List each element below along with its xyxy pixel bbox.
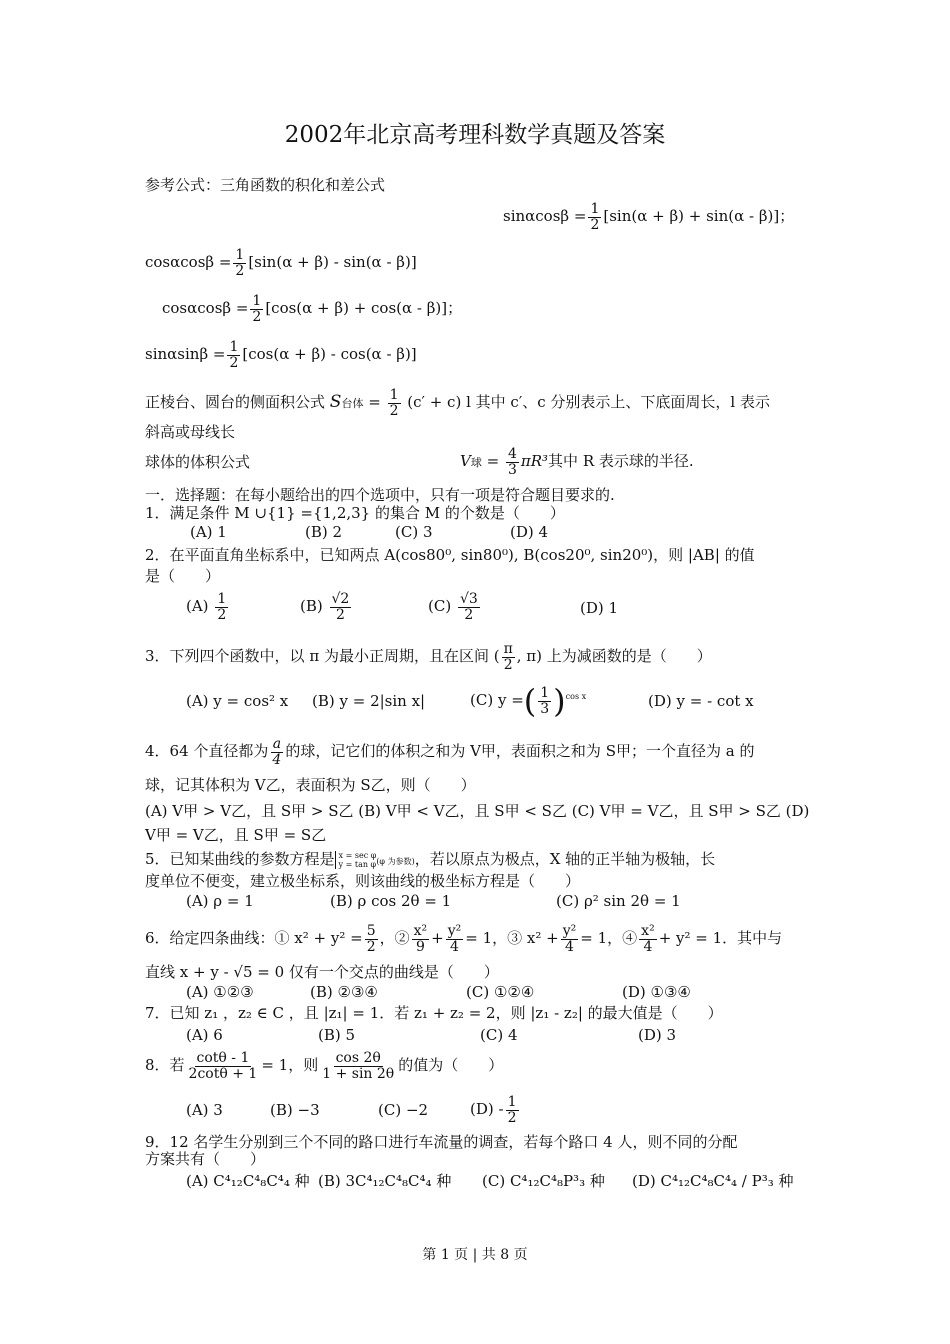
- curve-fraction: [639, 924, 657, 954]
- formula-rhs: [cos(α + β) - cos(α - β)]: [242, 345, 417, 363]
- q7-option-a: (A) 6: [186, 1026, 223, 1044]
- question-3: [145, 636, 712, 676]
- q5-option-c: (C) ρ² sin 2θ = 1: [556, 892, 681, 910]
- question-6-cont: 直线 x + y - √5 = 0 仅有一个交点的曲线是（ ）: [145, 963, 499, 981]
- fraction-denominator: 2: [217, 606, 227, 623]
- fraction-denominator: 4: [272, 751, 282, 768]
- fraction-denominator: 2: [507, 1109, 517, 1126]
- q2-option-d: (D) 1: [580, 599, 619, 617]
- fraction-denominator: 2: [335, 606, 345, 623]
- q9-option-d: (D) C⁴₁₂C⁴₈C⁴₄ / P³₃ 种: [632, 1172, 794, 1190]
- lateral-subscript: 台体: [341, 397, 364, 410]
- diameter-fraction: [270, 737, 283, 767]
- fraction-denominator: 2: [252, 308, 262, 325]
- formula-lhs: cosαcosβ =: [162, 299, 249, 317]
- lateral-text: 正棱台、圆台的侧面积公式: [145, 393, 326, 411]
- page-footer: 第 1 页 | 共 8 页: [422, 1247, 528, 1263]
- fraction-numerator: π: [503, 640, 513, 657]
- fraction-numerator: 5: [366, 922, 376, 939]
- fraction-denominator: 2cotθ + 1: [188, 1065, 258, 1082]
- fraction-denominator: 4: [643, 938, 653, 955]
- question-4: [145, 731, 754, 771]
- half-fraction: [233, 248, 246, 278]
- fraction-numerator: 1: [590, 200, 600, 217]
- fraction-numerator: 1: [507, 1093, 517, 1110]
- formula-sin-cos: [503, 196, 794, 236]
- sphere-formula: V球 = $\frac{4}{3}$ πR³其中 R 表示球的半径.: [460, 445, 694, 478]
- fraction-numerator: cos 2θ: [335, 1049, 381, 1066]
- formula-lhs: sinαsinβ =: [145, 345, 226, 363]
- option-fraction: [330, 592, 352, 622]
- fraction-denominator: 2: [503, 656, 513, 673]
- fraction-numerator: √3: [459, 590, 478, 607]
- sphere-expression: πR³: [520, 452, 549, 470]
- q6-option-c: (C) ①②④: [466, 983, 535, 1001]
- half-fraction: [588, 202, 601, 232]
- q7-option-c: (C) 4: [480, 1026, 518, 1044]
- fraction-denominator: 4: [565, 938, 574, 955]
- fraction-numerator: x²: [641, 922, 655, 939]
- fraction-numerator: 1: [389, 386, 399, 403]
- question-text: 的球，记它们的体积之和为 V甲，表面积之和为 S甲；一个直径为 a 的: [285, 742, 755, 760]
- question-text: 6．给定四条曲线：① x² + y² =: [145, 929, 363, 947]
- option-label: (D) -: [470, 1100, 504, 1118]
- sphere-text: 球体的体积公式: [145, 453, 251, 471]
- q7-option-b: (B) 5: [318, 1026, 356, 1044]
- q4-option-d: V甲 = V乙，且 S甲 = S乙: [145, 826, 327, 844]
- fraction-numerator: √2: [331, 590, 350, 607]
- fraction-denominator: 2: [235, 262, 245, 279]
- fraction-numerator: 1: [229, 338, 239, 355]
- q9-option-a: (A) C⁴₁₂C⁴₈C⁴₄ 种: [186, 1172, 310, 1190]
- q1-option-b: (B) 2: [305, 523, 343, 541]
- question-text: + y² = 1．其中与: [658, 929, 783, 947]
- fraction-numerator: 4: [507, 445, 517, 462]
- question-text: ，若以原点为极点，X 轴的正半轴为极轴，长: [414, 850, 716, 868]
- question-text: = 1，则: [261, 1056, 319, 1074]
- q5-option-b: (B) ρ cos 2θ = 1: [330, 892, 452, 910]
- sphere-subscript: 球: [470, 456, 482, 469]
- fraction-numerator: a: [272, 735, 282, 752]
- q6-option-b: (B) ②③④: [310, 983, 378, 1001]
- option-label: (A): [186, 597, 209, 615]
- curve-fraction: [365, 924, 378, 954]
- fraction-numerator: x²: [413, 922, 428, 939]
- question-9-cont: 方案共有（ ）: [145, 1150, 266, 1168]
- lateral-explanation-cont: 斜高或母线长: [145, 423, 236, 441]
- sphere-symbol: V: [460, 452, 471, 470]
- exponent: cos x: [565, 692, 587, 701]
- q3-option-d: (D) y = - cot x: [648, 692, 754, 710]
- param-equation-y: y = tan φ: [338, 860, 377, 869]
- option-label: (B): [300, 597, 323, 615]
- question-9: 9．12 名学生分别到三个不同的路口进行车流量的调查，若每个路口 4 人，则不同的分配: [145, 1133, 738, 1151]
- q2-option-a: [186, 586, 230, 626]
- question-8: [145, 1045, 503, 1085]
- question-text: = 1，③ x² +: [465, 929, 559, 947]
- question-text: 4．64 个直径都为: [145, 742, 269, 760]
- fraction-denominator: 4: [450, 938, 459, 955]
- q2-option-c: [428, 586, 482, 626]
- formula-rhs: [sin(α + β) - sin(α - β)]: [248, 253, 417, 271]
- question-text: = 1，④: [580, 929, 638, 947]
- fraction-numerator: 1: [252, 292, 262, 309]
- lateral-expression: (c′ + c) l: [407, 393, 471, 411]
- question-text: 5．已知某曲线的参数方程是: [145, 850, 335, 868]
- half-fraction: [388, 388, 401, 418]
- question-7: 7．已知 z₁ ，z₂ ∈ C ，且 |z₁| = 1．若 z₁ + z₂ = 2，则 |z₁ - z₂| 的最大值是（ ）: [145, 1004, 723, 1022]
- formula-header: 参考公式：三角函数的积化和差公式: [145, 176, 386, 194]
- question-text: ，②: [379, 929, 410, 947]
- formula-rhs: [cos(α + β) + cos(α - β)]；: [265, 299, 463, 317]
- formula-lhs: sinαcosβ =: [503, 207, 587, 225]
- q8-option-a: (A) 3: [186, 1101, 223, 1119]
- fraction-denominator: 2: [464, 606, 474, 623]
- q3-option-a: (A) y = cos² x: [186, 692, 289, 710]
- q8-option-b: (B) −3: [270, 1101, 320, 1119]
- fraction-numerator: 1: [540, 684, 550, 701]
- q6-option-a: (A) ①②③: [186, 983, 254, 1001]
- q1-option-c: (C) 3: [395, 523, 433, 541]
- target-fraction: [320, 1051, 396, 1081]
- half-fraction: [250, 294, 263, 324]
- parametric-system: [335, 851, 377, 869]
- q3-option-b: (B) y = 2|sin x|: [312, 692, 426, 710]
- condition-fraction: [187, 1051, 260, 1081]
- fraction-denominator: 1 + sin 2θ: [322, 1065, 395, 1082]
- option-label: (C): [428, 597, 452, 615]
- fraction-denominator: 2: [590, 216, 600, 233]
- q8-option-d: [470, 1089, 521, 1129]
- fraction-numerator: cotθ - 1: [196, 1049, 250, 1066]
- lateral-area-formula: 正棱台、圆台的侧面积公式 S台体 = $\frac{1}{2}$ (c′ + c) l 其中 c′、c 分别表示上、下底面周长，l 表示: [145, 386, 770, 419]
- formula-sin-sin: [145, 334, 417, 374]
- formula-lhs: cosαcosβ =: [145, 253, 232, 271]
- question-5: [145, 850, 715, 869]
- option-fraction: [458, 592, 480, 622]
- fraction-denominator: 2: [389, 402, 399, 419]
- sphere-explanation: 其中 R 表示球的半径.: [548, 452, 694, 470]
- question-text: 3．下列四个函数中，以 π 为最小正周期，且在区间 (: [145, 647, 500, 665]
- question-5-cont: 度单位不便变，建立极坐标系，则该曲线的极坐标方程是（ ）: [145, 872, 581, 890]
- q5-option-a: (A) ρ = 1: [186, 892, 254, 910]
- option-fraction: [215, 592, 228, 622]
- question-4-cont: 球，记其体积为 V乙，表面积为 S乙，则（ ）: [145, 776, 476, 794]
- fraction-denominator: 2: [229, 354, 239, 371]
- fraction-numerator: 1: [235, 246, 245, 263]
- question-text: 的值为（ ）: [398, 1056, 504, 1074]
- option-label: (C) y =: [470, 691, 524, 709]
- lateral-explanation: 其中 c′、c 分别表示上、下底面周长，l 表示: [475, 393, 770, 411]
- q7-option-d: (D) 3: [638, 1026, 677, 1044]
- q9-option-c: (C) C⁴₁₂C⁴₈P³₃ 种: [482, 1172, 605, 1190]
- question-text: +: [431, 929, 444, 947]
- formula-rhs: [sin(α + β) + sin(α - β)]；: [603, 207, 795, 225]
- question-2-cont: 是（ ）: [145, 567, 221, 585]
- fraction-denominator: 2: [366, 938, 376, 955]
- q1-option-d: (D) 4: [510, 523, 549, 541]
- fraction-numerator: y²: [447, 922, 462, 939]
- q1-option-a: (A) 1: [190, 523, 227, 541]
- q2-option-b: [300, 586, 353, 626]
- fraction-denominator: 3: [507, 461, 517, 478]
- pi-half-fraction: [502, 642, 515, 672]
- question-text: , π) 上为减函数的是（ ）: [516, 647, 712, 665]
- curve-fraction: [446, 924, 464, 954]
- curve-fraction: [561, 924, 579, 954]
- section-heading: 一．选择题：在每小题给出的四个选项中，只有一项是符合题目要求的.: [145, 486, 615, 504]
- option-fraction: [506, 1095, 519, 1125]
- q9-option-b: (B) 3C⁴₁₂C⁴₈C⁴₄ 种: [318, 1172, 452, 1190]
- question-6: [145, 918, 782, 958]
- fraction-numerator: y²: [562, 922, 577, 939]
- q4-options: (A) V甲 > V乙，且 S甲 > S乙 (B) V甲 < V乙，且 S甲 < S乙 (C) V甲 = V乙，且 S甲 > S乙 (D): [145, 802, 810, 820]
- question-1: 1．满足条件 M ∪{1} ={1,2,3} 的集合 M 的个数是（ ）: [145, 504, 565, 522]
- page-title: 2002年北京高考理科数学真题及答案: [284, 122, 666, 148]
- sphere-fraction: [506, 447, 519, 477]
- curve-fraction: [412, 924, 430, 954]
- q8-option-c: (C) −2: [378, 1101, 429, 1119]
- question-2: 2．在平面直角坐标系中，已知两点 A(cos80⁰, sin80⁰), B(cos20⁰, sin20⁰)，则 |AB| 的值: [145, 546, 755, 564]
- fraction-denominator: 9: [415, 938, 425, 955]
- param-note: (φ 为参数): [376, 857, 415, 866]
- lateral-symbol: S: [329, 392, 342, 412]
- half-fraction: [227, 340, 240, 370]
- q3-option-c: (C) y =( $\frac{1}{3}$ )$^{cos x}$: [470, 682, 587, 720]
- question-text: 8．若: [145, 1056, 185, 1074]
- formula-cos-cos-cos: [162, 288, 462, 328]
- fraction-denominator: 3: [540, 700, 550, 717]
- option-fraction: [538, 686, 551, 716]
- fraction-numerator: 1: [217, 590, 227, 607]
- q6-option-d: (D) ①③④: [622, 983, 691, 1001]
- formula-cos-cos-sin: [145, 242, 417, 282]
- param-equation-x: x = sec φ: [338, 851, 377, 860]
